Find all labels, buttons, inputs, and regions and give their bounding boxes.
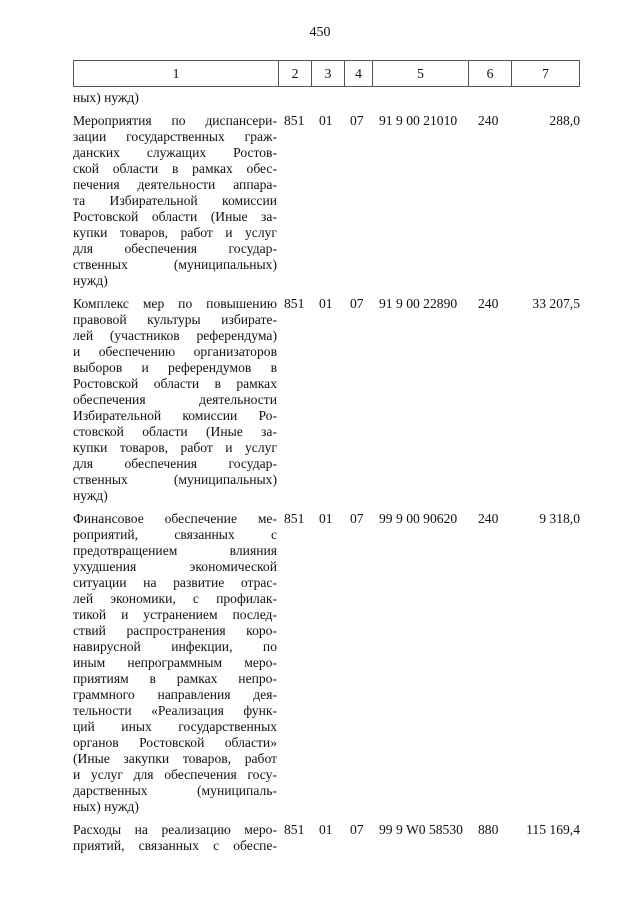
row-description [73, 296, 277, 504]
cell-c5: 91 9 00 22890 [379, 296, 458, 311]
description-line: органов Ростовской области» [73, 735, 277, 750]
cell-c2: 851 [284, 822, 305, 837]
continuation-text: ных) нужд) [73, 90, 139, 105]
description-line: тельности «Реализация функ- [73, 703, 277, 718]
cell-c3: 01 [319, 296, 333, 311]
description-line: Расходы на реализацию меро- [73, 822, 277, 837]
description-line: Избирательной комиссии Ро- [73, 408, 277, 423]
row-description [73, 511, 277, 815]
description-line: и обеспечению организаторов [73, 344, 277, 359]
description-line: ственных (муниципальных) [73, 257, 277, 272]
header-col-4: 4 [345, 61, 373, 87]
description-line: ций иных государственных [73, 719, 277, 734]
description-line: ствий распространения коро- [73, 623, 277, 638]
description-line: ных) нужд) [73, 799, 139, 814]
cell-c2: 851 [284, 113, 305, 128]
cell-c7: 9 318,0 [539, 511, 580, 526]
description-line: выборов и референдумов в [73, 360, 277, 375]
description-line: та Избирательной комиссии [73, 193, 277, 208]
table-row [73, 113, 580, 289]
cell-c7: 115 169,4 [526, 822, 580, 837]
description-line: (Иные закупки товаров, работ [73, 751, 277, 766]
description-line: лей (участников референдума) [73, 328, 277, 343]
description-line: приятий, связанных с обеспе- [73, 838, 277, 853]
description-line: зации государственных граж- [73, 129, 277, 144]
description-line: данских служащих Ростов- [73, 145, 277, 160]
description-line: купки товаров, работ и услуг [73, 225, 277, 240]
description-line: Ростовской области (Иные за- [73, 209, 277, 224]
row-description [73, 822, 277, 854]
header-col-7: 7 [512, 61, 580, 87]
table-body [73, 90, 580, 861]
cell-c6: 880 [478, 822, 499, 837]
page-number: 450 [309, 25, 331, 40]
description-line: Мероприятия по диспансери- [73, 113, 277, 128]
cell-c4: 07 [350, 822, 364, 837]
description-line: приятиям в рамках непро- [73, 671, 277, 686]
cell-c5: 99 9 W0 58530 [379, 822, 463, 837]
description-line: и услуг для обеспечения госу- [73, 767, 277, 782]
description-line: ухудшения экономической [73, 559, 277, 574]
description-line: Финансовое обеспечение ме- [73, 511, 277, 526]
table-row [73, 296, 580, 504]
description-line: нужд) [73, 273, 108, 288]
description-line: ской области в рамках обес- [73, 161, 277, 176]
cell-c6: 240 [478, 511, 499, 526]
cell-c6: 240 [478, 113, 499, 128]
description-line: Комплекс мер по повышению [73, 296, 277, 311]
row-description [73, 113, 277, 289]
cell-c3: 01 [319, 511, 333, 526]
description-line: иным непрограммным меро- [73, 655, 277, 670]
cell-c7: 33 207,5 [532, 296, 580, 311]
cell-c4: 07 [350, 511, 364, 526]
description-line: правовой культуры избирате- [73, 312, 277, 327]
table-header [73, 60, 580, 87]
description-line: ственных (муниципальных) [73, 472, 277, 487]
description-line: для обеспечения государ- [73, 456, 277, 471]
cell-c4: 07 [350, 296, 364, 311]
description-line: ситуации на развитие отрас- [73, 575, 277, 590]
description-line: роприятий, связанных с [73, 527, 277, 542]
description-line: обеспечения деятельности [73, 392, 277, 407]
description-line: купки товаров, работ и услуг [73, 440, 277, 455]
description-line: предотвращением влияния [73, 543, 277, 558]
description-line: лей экономики, с профилак- [73, 591, 277, 606]
cell-c2: 851 [284, 511, 305, 526]
continuation-row [73, 90, 580, 106]
description-line: Ростовской области в рамках [73, 376, 277, 391]
cell-c5: 91 9 00 21010 [379, 113, 458, 128]
cell-c7: 288,0 [549, 113, 580, 128]
header-col-5: 5 [373, 61, 469, 87]
cell-c2: 851 [284, 296, 305, 311]
description-line: дарственных (муниципаль- [73, 783, 277, 798]
cell-c3: 01 [319, 113, 333, 128]
header-col-6: 6 [469, 61, 512, 87]
description-line: стовской области (Иные за- [73, 424, 277, 439]
description-line: граммного направления дея- [73, 687, 277, 702]
cell-c5: 99 9 00 90620 [379, 511, 458, 526]
description-line: для обеспечения государ- [73, 241, 277, 256]
table-row [73, 822, 580, 854]
cell-c3: 01 [319, 822, 333, 837]
cell-c6: 240 [478, 296, 499, 311]
header-col-3: 3 [312, 61, 345, 87]
header-col-1: 1 [74, 61, 279, 87]
header-col-2: 2 [279, 61, 312, 87]
description-line: нужд) [73, 488, 108, 503]
cell-c4: 07 [350, 113, 364, 128]
description-line: печения деятельности аппара- [73, 177, 277, 192]
description-line: навирусной инфекции, по [73, 639, 277, 654]
description-line: тикой и устранением послед- [73, 607, 277, 622]
table-row [73, 511, 580, 815]
